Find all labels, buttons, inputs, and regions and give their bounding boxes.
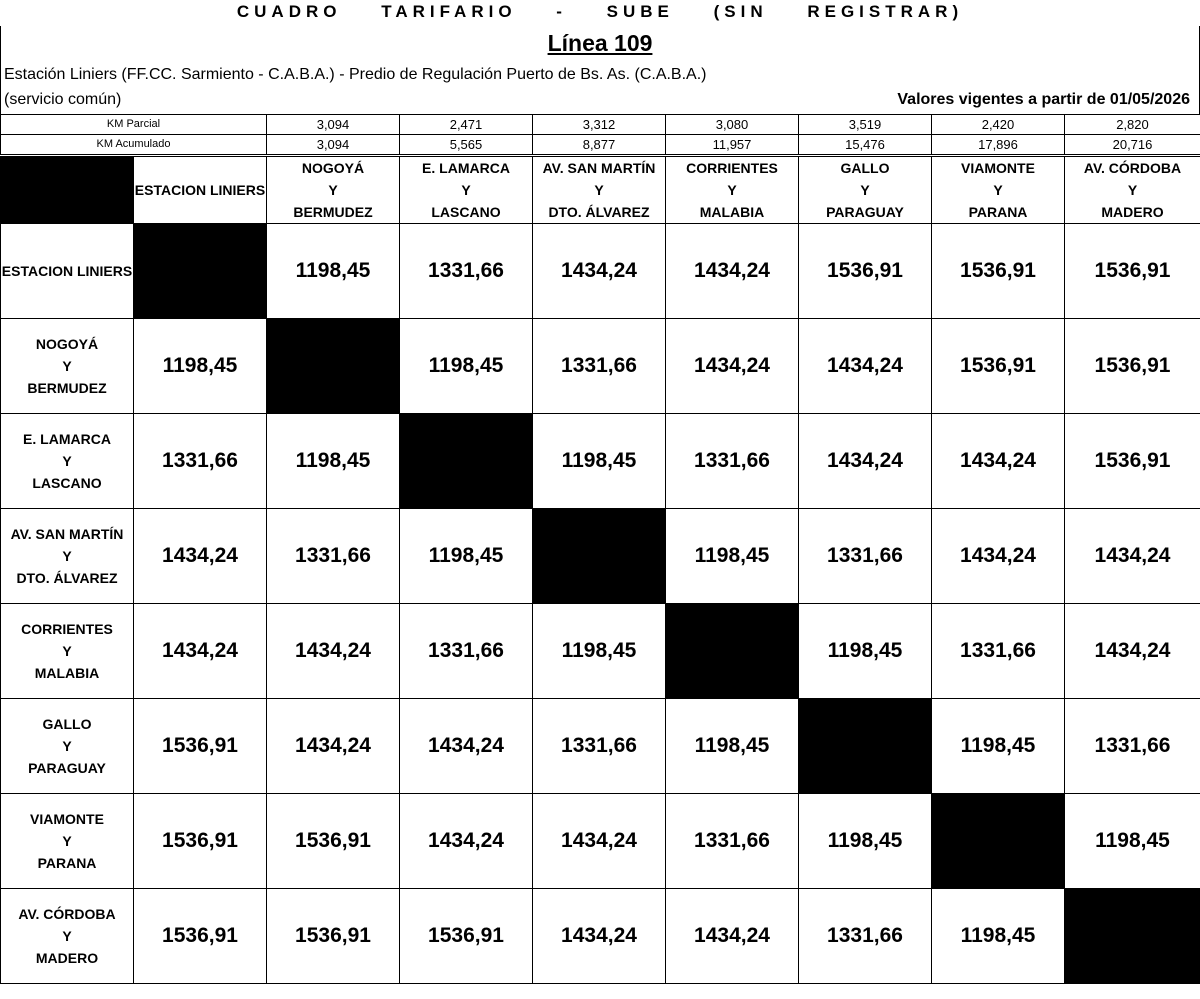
column-header-stop	[932, 157, 1065, 224]
fare-row	[1, 224, 1200, 319]
fare-cell: 1331,66	[799, 889, 932, 984]
stop-name-line: AV. CÓRDOBA	[18, 906, 116, 922]
stop-name-line: NOGOYÁ	[35, 336, 99, 352]
stop-name-line: MALABIA	[699, 204, 765, 220]
fare-cell: 1434,24	[134, 604, 267, 699]
diagonal-blank-cell	[932, 794, 1065, 889]
fare-cell: 1536,91	[1065, 414, 1200, 509]
fare-cell: 1434,24	[1065, 604, 1200, 699]
fare-cell: 1331,66	[533, 699, 666, 794]
fare-cell: 1536,91	[134, 794, 267, 889]
stop-name-line: GALLO	[42, 716, 92, 732]
stop-name-line: E. LAMARCA	[422, 160, 510, 176]
km-acumulado-value: 5,565	[400, 135, 533, 155]
row-header-stop	[1, 889, 134, 984]
km-parcial-value: 2,420	[932, 115, 1065, 135]
fare-cell: 1198,45	[799, 794, 932, 889]
km-parcial-value: 3,312	[533, 115, 666, 135]
fare-cell: 1434,24	[533, 794, 666, 889]
fare-cell: 1331,66	[400, 224, 533, 319]
fare-cell: 1198,45	[932, 889, 1065, 984]
route-description: Estación Liniers (FF.CC. Sarmiento - C.A.B.A.) - Predio de Regulación Puerto de Bs. As. (C.A.B.A.)	[4, 66, 707, 83]
diagonal-blank-cell	[1065, 889, 1200, 984]
stop-name-line: ESTACION LINIERS	[1, 263, 133, 279]
stop-name-line: MADERO	[1101, 204, 1164, 220]
stop-name-line: PARANA	[968, 204, 1028, 220]
km-acumulado-value: 3,094	[267, 135, 400, 155]
stop-name-line: Y	[993, 182, 1003, 198]
stop-name-line: BERMUDEZ	[27, 380, 107, 396]
stop-name-line: GALLO	[840, 160, 890, 176]
stop-name-line: Y	[727, 182, 737, 198]
fare-cell: 1434,24	[1065, 509, 1200, 604]
line-name: Línea 109	[547, 30, 653, 56]
fare-cell: 1434,24	[533, 224, 666, 319]
fare-cell: 1536,91	[267, 794, 400, 889]
fare-row	[1, 319, 1200, 414]
fare-cell: 1198,45	[400, 319, 533, 414]
fare-cell: 1536,91	[932, 224, 1065, 319]
row-header-stop	[1, 604, 134, 699]
fare-cell: 1198,45	[799, 604, 932, 699]
matrix-header-row	[1, 157, 1200, 224]
stop-name-line: LASCANO	[431, 204, 501, 220]
diagonal-blank-cell	[799, 699, 932, 794]
fare-cell: 1434,24	[533, 889, 666, 984]
fare-matrix	[0, 156, 1200, 984]
fare-cell: 1536,91	[932, 319, 1065, 414]
stop-name-line: AV. SAN MARTÍN	[542, 160, 656, 176]
fare-cell: 1434,24	[932, 509, 1065, 604]
column-header-stop	[267, 157, 400, 224]
fare-cell: 1331,66	[400, 604, 533, 699]
stop-name-line: BERMUDEZ	[293, 204, 373, 220]
km-acumulado-value: 15,476	[799, 135, 932, 155]
km-parcial-value: 3,094	[267, 115, 400, 135]
km-parcial-value: 3,519	[799, 115, 932, 135]
km-parcial-row	[1, 115, 1200, 135]
row-header-stop	[1, 699, 134, 794]
stop-name-line: Y	[62, 358, 72, 374]
fare-row	[1, 889, 1200, 984]
stop-name-line: AV. CÓRDOBA	[1083, 160, 1182, 176]
column-header-stop	[533, 157, 666, 224]
km-parcial-value: 2,820	[1065, 115, 1200, 135]
fare-row	[1, 604, 1200, 699]
stop-name-line: Y	[62, 643, 72, 659]
stop-name-line: E. LAMARCA	[23, 431, 111, 447]
fare-cell: 1331,66	[666, 794, 799, 889]
stop-name-line: LASCANO	[32, 475, 102, 491]
fare-cell: 1198,45	[400, 509, 533, 604]
stop-name-line: Y	[62, 738, 72, 754]
stop-name-line: Y	[328, 182, 338, 198]
stop-name-line: VIAMONTE	[961, 160, 1035, 176]
stop-name-line: Y	[62, 928, 72, 944]
fare-cell: 1536,91	[799, 224, 932, 319]
stop-name-line: Y	[62, 548, 72, 564]
stop-name-line: Y	[461, 182, 471, 198]
fare-row	[1, 414, 1200, 509]
fare-cell: 1434,24	[799, 414, 932, 509]
fare-cell: 1434,24	[666, 224, 799, 319]
km-acumulado-label: KM Acumulado	[1, 135, 267, 155]
diagonal-blank-cell	[400, 414, 533, 509]
fare-row	[1, 794, 1200, 889]
fare-cell: 1434,24	[267, 604, 400, 699]
fare-row	[1, 699, 1200, 794]
fare-cell: 1434,24	[134, 509, 267, 604]
fare-cell: 1331,66	[1065, 699, 1200, 794]
service-type: (servicio común)	[4, 91, 122, 108]
fare-cell: 1198,45	[533, 604, 666, 699]
stop-name-line: DTO. ÁLVAREZ	[548, 204, 650, 220]
km-table	[0, 114, 1200, 155]
fare-cell: 1331,66	[666, 414, 799, 509]
fare-cell: 1536,91	[267, 889, 400, 984]
fare-cell: 1434,24	[666, 319, 799, 414]
diagonal-blank-cell	[134, 224, 267, 319]
km-acumulado-value: 11,957	[666, 135, 799, 155]
stop-name-line: Y	[860, 182, 870, 198]
km-acumulado-value: 17,896	[932, 135, 1065, 155]
fare-row	[1, 509, 1200, 604]
km-acumulado-value: 20,716	[1065, 135, 1200, 155]
stop-name-line: MADERO	[35, 950, 99, 966]
fare-cell: 1198,45	[267, 414, 400, 509]
row-header-stop	[1, 414, 134, 509]
fare-cell: 1198,45	[134, 319, 267, 414]
row-header-stop	[1, 224, 134, 319]
fare-cell: 1536,91	[134, 699, 267, 794]
stop-name-line: MALABIA	[34, 665, 100, 681]
stop-name-line: Y	[62, 833, 72, 849]
fare-cell: 1536,91	[1065, 319, 1200, 414]
fare-cell: 1198,45	[267, 224, 400, 319]
row-header-stop	[1, 509, 134, 604]
fare-cell: 1434,24	[400, 699, 533, 794]
fare-cell: 1536,91	[400, 889, 533, 984]
stop-name-line: DTO. ÁLVAREZ	[16, 570, 118, 586]
row-header-stop	[1, 794, 134, 889]
stop-name-line: Y	[62, 453, 72, 469]
fare-cell: 1536,91	[134, 889, 267, 984]
km-parcial-value: 2,471	[400, 115, 533, 135]
fare-cell: 1434,24	[666, 889, 799, 984]
column-header-stop	[1065, 157, 1200, 224]
fare-cell: 1331,66	[533, 319, 666, 414]
column-header-stop	[400, 157, 533, 224]
stop-name-line: Y	[594, 182, 604, 198]
stop-name-line: Y	[1127, 182, 1138, 198]
km-parcial-label: KM Parcial	[1, 115, 267, 135]
fare-cell: 1198,45	[533, 414, 666, 509]
stop-name-line: AV. SAN MARTÍN	[10, 526, 124, 542]
diagonal-blank-cell	[533, 509, 666, 604]
fare-cell: 1536,91	[1065, 224, 1200, 319]
stop-name-line: NOGOYÁ	[301, 160, 365, 176]
fare-cell: 1434,24	[267, 699, 400, 794]
stop-name-line: PARANA	[37, 855, 97, 871]
fare-cell: 1198,45	[666, 509, 799, 604]
column-header-stop	[799, 157, 932, 224]
row-header-stop	[1, 319, 134, 414]
stop-name-line: PARAGUAY	[826, 204, 904, 220]
valid-from-date: Valores vigentes a partir de 01/05/2026	[897, 91, 1190, 108]
fare-cell: 1331,66	[932, 604, 1065, 699]
diagonal-blank-cell	[666, 604, 799, 699]
column-header-stop	[666, 157, 799, 224]
fare-cell: 1331,66	[267, 509, 400, 604]
column-header-stop	[134, 157, 267, 224]
stop-name-line: CORRIENTES	[21, 621, 113, 637]
chart-title: CUADRO TARIFARIO - SUBE (SIN REGISTRAR)	[236, 2, 964, 21]
stop-name-line: CORRIENTES	[686, 160, 778, 176]
fare-cell: 1331,66	[799, 509, 932, 604]
fare-cell: 1434,24	[799, 319, 932, 414]
fare-cell: 1434,24	[932, 414, 1065, 509]
matrix-corner	[1, 157, 134, 224]
km-parcial-value: 3,080	[666, 115, 799, 135]
fare-cell: 1198,45	[666, 699, 799, 794]
fare-cell: 1198,45	[932, 699, 1065, 794]
stop-name-line: PARAGUAY	[28, 760, 106, 776]
fare-cell: 1434,24	[400, 794, 533, 889]
km-acumulado-row	[1, 135, 1200, 155]
km-acumulado-value: 8,877	[533, 135, 666, 155]
diagonal-blank-cell	[267, 319, 400, 414]
fare-cell: 1198,45	[1065, 794, 1200, 889]
stop-name-line: VIAMONTE	[30, 811, 104, 827]
stop-name-line: ESTACION LINIERS	[134, 182, 266, 198]
fare-cell: 1331,66	[134, 414, 267, 509]
